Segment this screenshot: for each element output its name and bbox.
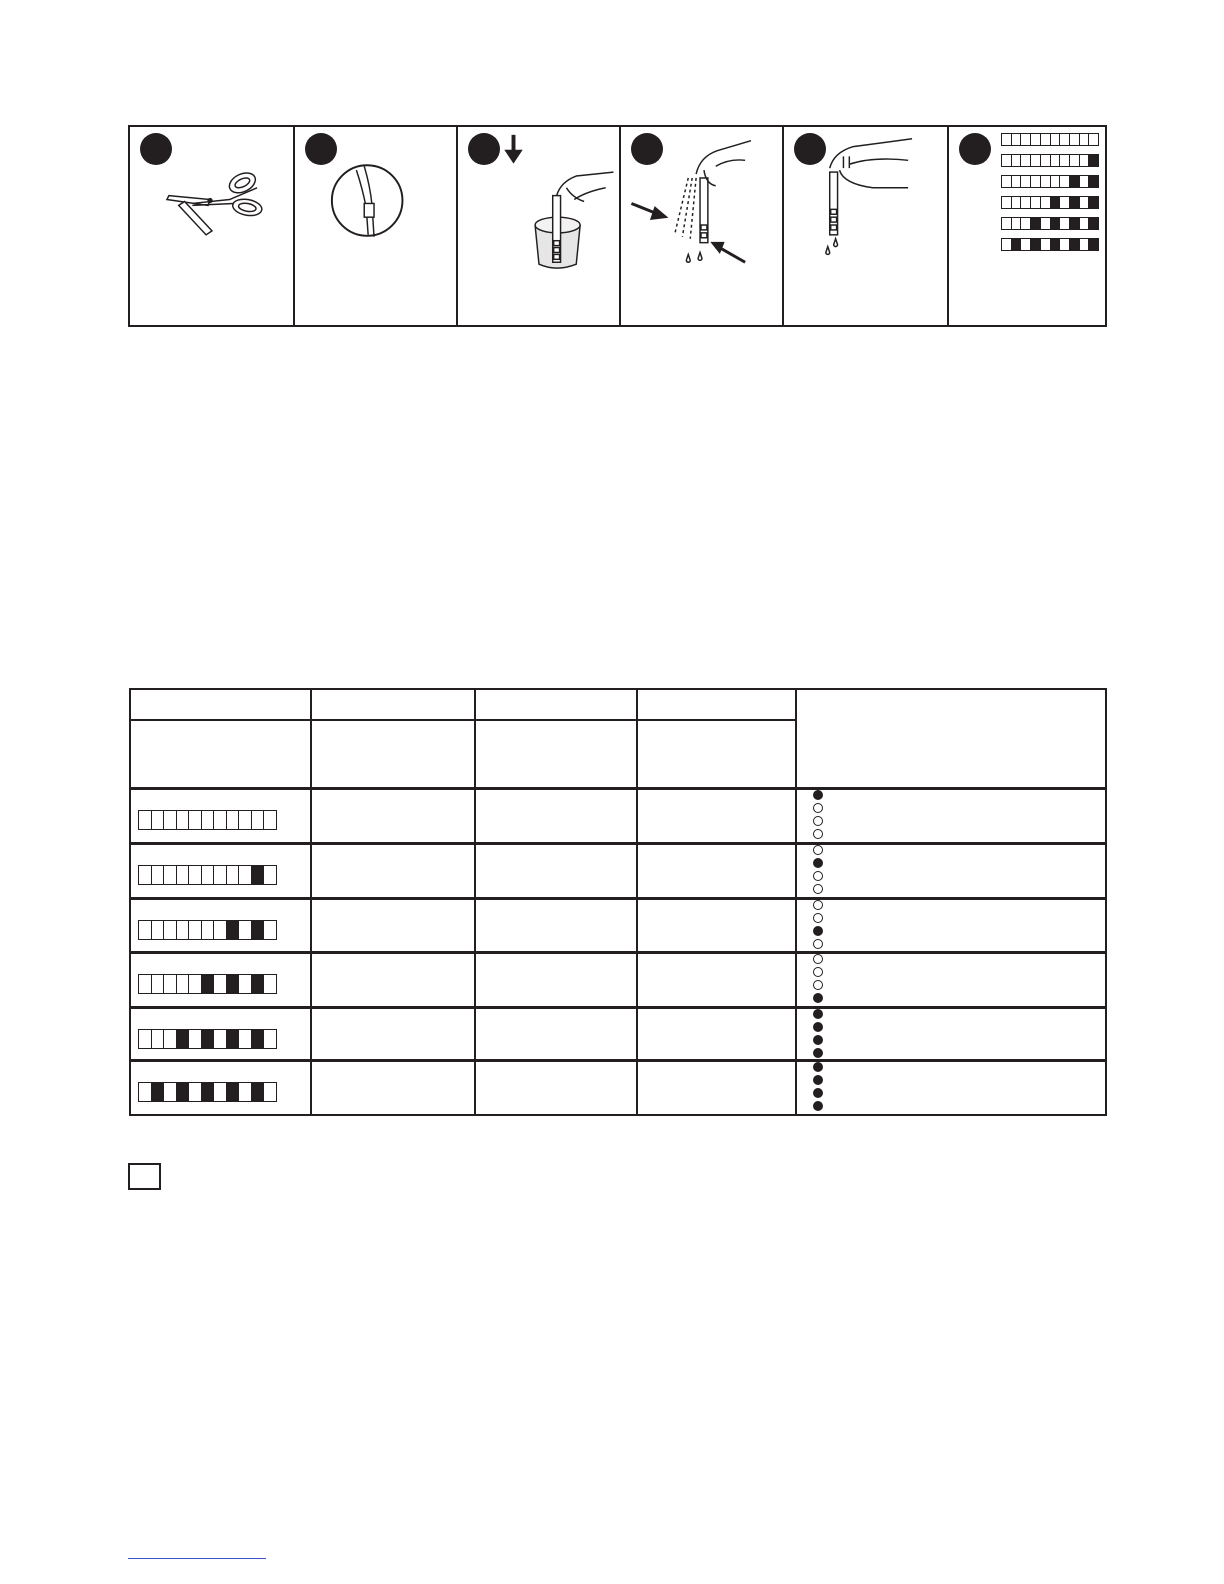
result-row-strip: [138, 974, 277, 994]
test-pad: [1079, 218, 1089, 229]
result-dot-indicator: [813, 954, 825, 1006]
result-row-strip: [138, 920, 277, 940]
test-pad: [1002, 155, 1011, 166]
test-pad: [1088, 176, 1098, 187]
column-divider: [474, 690, 476, 1116]
test-pad: [188, 1083, 201, 1101]
empty-dot: [813, 845, 823, 855]
test-pad: [1011, 155, 1021, 166]
strip-magnifier-icon: [295, 127, 456, 325]
test-pad: [163, 866, 176, 884]
test-pad: [201, 811, 214, 829]
test-pad: [151, 1083, 164, 1101]
empty-dot: [813, 954, 823, 964]
test-pad: [1040, 134, 1050, 145]
test-pad: [139, 1083, 151, 1101]
empty-dot: [813, 816, 823, 826]
test-pad: [226, 921, 239, 939]
filled-dot: [813, 790, 823, 800]
test-pad: [1069, 155, 1079, 166]
test-pad: [1020, 239, 1030, 250]
step-3-panel: [456, 127, 619, 325]
test-pad: [1050, 197, 1060, 208]
test-pad: [176, 1030, 189, 1048]
test-pad: [213, 975, 226, 993]
hold-strip-horizontal-icon: [784, 127, 947, 325]
test-pad: [1011, 218, 1021, 229]
test-pad: [1040, 155, 1050, 166]
test-pad: [1011, 134, 1021, 145]
test-pad: [1069, 134, 1079, 145]
empty-dot: [813, 980, 823, 990]
test-pad: [163, 1083, 176, 1101]
test-pad: [238, 811, 251, 829]
scale-strip: [1001, 175, 1099, 188]
test-pad: [201, 1030, 214, 1048]
result-dot-indicator: [813, 790, 825, 842]
test-pad: [201, 866, 214, 884]
test-pad: [1069, 218, 1079, 229]
test-pad: [1020, 155, 1030, 166]
test-pad: [1059, 134, 1069, 145]
result-dot-indicator: [813, 1062, 825, 1114]
test-pad: [263, 975, 276, 993]
filled-dot: [813, 1075, 823, 1085]
test-pad: [1079, 176, 1089, 187]
scissors-cut-strip-icon: [130, 127, 293, 325]
test-pad: [1030, 176, 1040, 187]
test-pad: [188, 921, 201, 939]
test-pad: [139, 866, 151, 884]
test-pad: [1088, 134, 1098, 145]
scale-strip: [1001, 238, 1099, 251]
test-pad: [1011, 239, 1021, 250]
test-pad: [251, 1083, 264, 1101]
test-pad: [1040, 176, 1050, 187]
test-pad: [1020, 197, 1030, 208]
test-pad: [176, 811, 189, 829]
test-pad: [1088, 197, 1098, 208]
empty-dot: [813, 871, 823, 881]
test-pad: [188, 1030, 201, 1048]
test-pad: [1002, 218, 1011, 229]
test-pad: [238, 921, 251, 939]
test-pad: [251, 975, 264, 993]
filled-dot: [813, 1062, 823, 1072]
test-pad: [1050, 176, 1060, 187]
test-pad: [1030, 218, 1040, 229]
test-pad: [151, 811, 164, 829]
filled-dot: [813, 858, 823, 868]
test-pad: [1059, 155, 1069, 166]
filled-dot: [813, 1101, 823, 1111]
test-pad: [238, 866, 251, 884]
test-pad: [1020, 134, 1030, 145]
test-pad: [163, 975, 176, 993]
test-pad: [1002, 239, 1011, 250]
row-divider: [131, 897, 1107, 900]
step-4-panel: [619, 127, 782, 325]
test-pad: [263, 1083, 276, 1101]
test-pad: [1069, 176, 1079, 187]
test-pad: [188, 975, 201, 993]
test-pad: [1020, 176, 1030, 187]
test-pad: [1011, 176, 1021, 187]
test-pad: [213, 811, 226, 829]
result-row-strip: [138, 1082, 277, 1102]
test-pad: [201, 975, 214, 993]
test-pad: [151, 866, 164, 884]
test-pad: [1040, 197, 1050, 208]
test-pad: [1050, 134, 1060, 145]
test-pad: [1002, 197, 1011, 208]
empty-dot: [813, 884, 823, 894]
test-pad: [151, 921, 164, 939]
column-divider: [636, 690, 638, 1116]
empty-dot: [813, 913, 823, 923]
test-pad: [188, 811, 201, 829]
filled-dot: [813, 1048, 823, 1058]
filled-dot: [813, 926, 823, 936]
test-pad: [151, 975, 164, 993]
test-pad: [213, 1083, 226, 1101]
test-pad: [1030, 134, 1040, 145]
filled-dot: [813, 993, 823, 1003]
test-pad: [1059, 176, 1069, 187]
test-pad: [213, 921, 226, 939]
test-pad: [201, 1083, 214, 1101]
test-pad: [1040, 239, 1050, 250]
filled-dot: [813, 1022, 823, 1032]
test-pad: [163, 921, 176, 939]
test-pad: [251, 921, 264, 939]
test-pad: [263, 921, 276, 939]
test-pad: [176, 921, 189, 939]
test-pad: [1030, 239, 1040, 250]
filled-dot: [813, 1088, 823, 1098]
test-pad: [1069, 197, 1079, 208]
test-pad: [139, 975, 151, 993]
test-pad: [226, 1083, 239, 1101]
result-row-strip: [138, 865, 277, 885]
test-pad: [1079, 239, 1089, 250]
test-pad: [1050, 155, 1060, 166]
empty-dot: [813, 829, 823, 839]
test-pad: [226, 975, 239, 993]
test-pad: [176, 1083, 189, 1101]
note-checkbox: [128, 1163, 161, 1190]
test-pad: [213, 1030, 226, 1048]
dip-strip-in-cup-icon: [458, 127, 619, 325]
empty-dot: [813, 803, 823, 813]
step-1-panel: [130, 127, 293, 325]
result-dot-indicator: [813, 845, 825, 897]
empty-dot: [813, 939, 823, 949]
test-pad: [1059, 197, 1069, 208]
result-row-strip: [138, 1029, 277, 1049]
test-pad: [1059, 239, 1069, 250]
test-pad: [1059, 218, 1069, 229]
step-6-number-badge: [959, 133, 991, 165]
column-divider: [310, 690, 312, 1116]
test-pad: [1079, 134, 1089, 145]
result-dot-indicator: [813, 900, 825, 952]
filled-dot: [813, 1035, 823, 1045]
row-divider: [131, 842, 1107, 845]
scale-strip: [1001, 133, 1099, 146]
test-pad: [1002, 176, 1011, 187]
test-pad: [201, 921, 214, 939]
footer-rule: [128, 1558, 266, 1559]
row-divider: [131, 1006, 1107, 1009]
test-pad: [226, 811, 239, 829]
test-pad: [139, 811, 151, 829]
test-pad: [1050, 218, 1060, 229]
test-pad: [1069, 239, 1079, 250]
test-pad: [238, 1030, 251, 1048]
test-pad: [251, 866, 264, 884]
test-pad: [263, 811, 276, 829]
test-pad: [251, 811, 264, 829]
test-pad: [226, 866, 239, 884]
empty-dot: [813, 900, 823, 910]
test-pad: [238, 975, 251, 993]
column-divider: [795, 690, 797, 1116]
filled-dot: [813, 1009, 823, 1019]
test-pad: [263, 1030, 276, 1048]
scale-strip: [1001, 196, 1099, 209]
test-pad: [151, 1030, 164, 1048]
test-pad: [238, 1083, 251, 1101]
test-pad: [1088, 155, 1098, 166]
test-pad: [226, 1030, 239, 1048]
test-pad: [1079, 155, 1089, 166]
row-divider: [131, 951, 1107, 954]
result-row-strip: [138, 810, 277, 830]
shake-strip-icon: [621, 127, 782, 325]
test-pad: [1011, 197, 1021, 208]
scale-strip: [1001, 154, 1099, 167]
test-pad: [1050, 239, 1060, 250]
test-pad: [1030, 197, 1040, 208]
test-pad: [163, 811, 176, 829]
test-pad: [139, 1030, 151, 1048]
step-5-panel: [782, 127, 947, 325]
test-pad: [213, 866, 226, 884]
test-pad: [1002, 134, 1011, 145]
test-pad: [1088, 239, 1098, 250]
test-pad: [163, 1030, 176, 1048]
test-pad: [1020, 218, 1030, 229]
test-pad: [1040, 218, 1050, 229]
result-dot-indicator: [813, 1009, 825, 1061]
instruction-steps-panel: [128, 125, 1107, 327]
test-pad: [139, 921, 151, 939]
step-6-panel: [947, 127, 1107, 325]
header-bottom-rule: [131, 787, 1107, 790]
test-pad: [251, 1030, 264, 1048]
test-pad: [1079, 197, 1089, 208]
test-pad: [176, 975, 189, 993]
row-divider: [131, 1059, 1107, 1062]
step-2-panel: [293, 127, 456, 325]
test-pad: [1030, 155, 1040, 166]
header-divider: [131, 719, 795, 721]
test-pad: [1088, 218, 1098, 229]
test-pad: [188, 866, 201, 884]
scale-strip: [1001, 217, 1099, 230]
test-pad: [263, 866, 276, 884]
empty-dot: [813, 967, 823, 977]
result-table: [129, 688, 1107, 1116]
test-pad: [176, 866, 189, 884]
